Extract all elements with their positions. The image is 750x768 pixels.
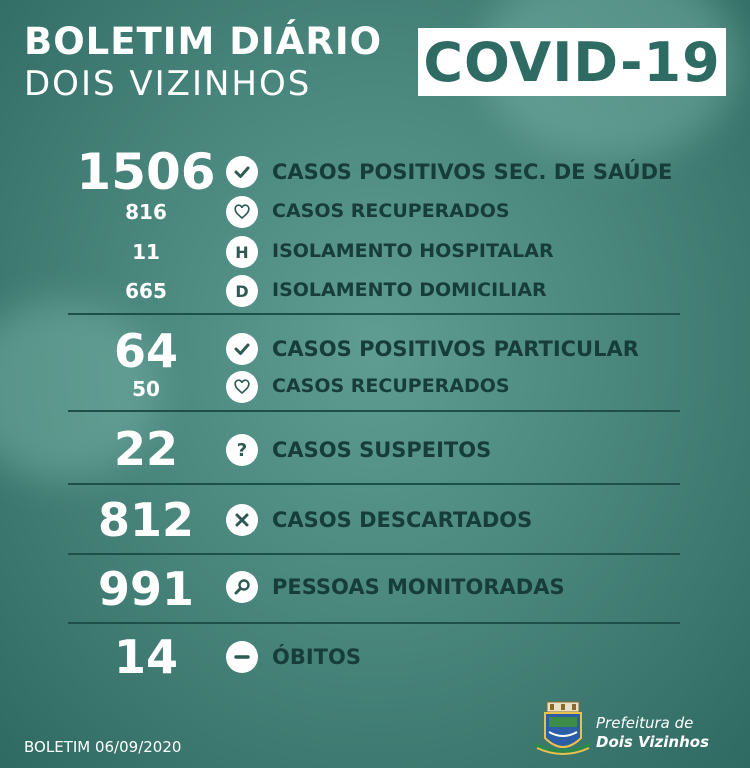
- logo-text-line2: Dois Vizinhos: [596, 733, 709, 751]
- footer-date: BOLETIM 06/09/2020: [24, 738, 182, 756]
- divider: [68, 553, 680, 555]
- heart-icon: [226, 371, 258, 403]
- stat-hospital-value: 11: [132, 240, 160, 264]
- x-icon: [226, 504, 258, 536]
- magnifier-icon: [226, 571, 258, 603]
- stat-discarded-label: CASOS DESCARTADOS: [272, 508, 533, 532]
- question-icon: ?: [226, 434, 258, 466]
- stat-positive-sec-saude-value: 1506: [76, 143, 216, 201]
- stat-positive-sec-saude-label: CASOS POSITIVOS SEC. DE SAÚDE: [272, 160, 673, 184]
- minus-icon: [226, 641, 258, 673]
- stat-home-value: 665: [125, 279, 167, 303]
- divider: [68, 622, 680, 624]
- stat-deaths-label: ÓBITOS: [272, 645, 361, 669]
- title-line2: DOIS VIZINHOS: [24, 64, 312, 104]
- title-line1: BOLETIM DIÁRIO: [24, 20, 383, 63]
- stat-positive-particular-label: CASOS POSITIVOS PARTICULAR: [272, 337, 639, 361]
- divider: [68, 483, 680, 485]
- stat-monitored-value: 991: [97, 562, 195, 616]
- stat-monitored-label: PESSOAS MONITORADAS: [272, 575, 565, 599]
- check-icon: [226, 156, 258, 188]
- stat-positive-particular-value: 64: [113, 324, 178, 378]
- check-icon: [226, 333, 258, 365]
- hospital-icon: H: [226, 236, 258, 268]
- covid-badge: [418, 28, 726, 96]
- home-icon: D: [226, 275, 258, 307]
- covid-badge-text: COVID-19: [423, 30, 721, 94]
- city-crest-logo: [533, 700, 593, 758]
- stat-suspects-value: 22: [113, 422, 178, 476]
- divider: [68, 313, 680, 315]
- logo-text-line1: Prefeitura de: [596, 714, 694, 732]
- heart-icon: [226, 196, 258, 228]
- divider: [68, 410, 680, 412]
- stat-recovered-sec-saude-label: CASOS RECUPERADOS: [272, 200, 510, 222]
- stat-discarded-value: 812: [97, 493, 195, 547]
- stat-recovered-particular-value: 50: [132, 377, 160, 401]
- stat-deaths-value: 14: [113, 630, 178, 684]
- stat-recovered-sec-saude-value: 816: [125, 200, 167, 224]
- stat-recovered-particular-label: CASOS RECUPERADOS: [272, 375, 510, 397]
- stat-suspects-label: CASOS SUSPEITOS: [272, 438, 492, 462]
- stat-home-label: ISOLAMENTO DOMICILIAR: [272, 279, 547, 301]
- stat-hospital-label: ISOLAMENTO HOSPITALAR: [272, 240, 554, 262]
